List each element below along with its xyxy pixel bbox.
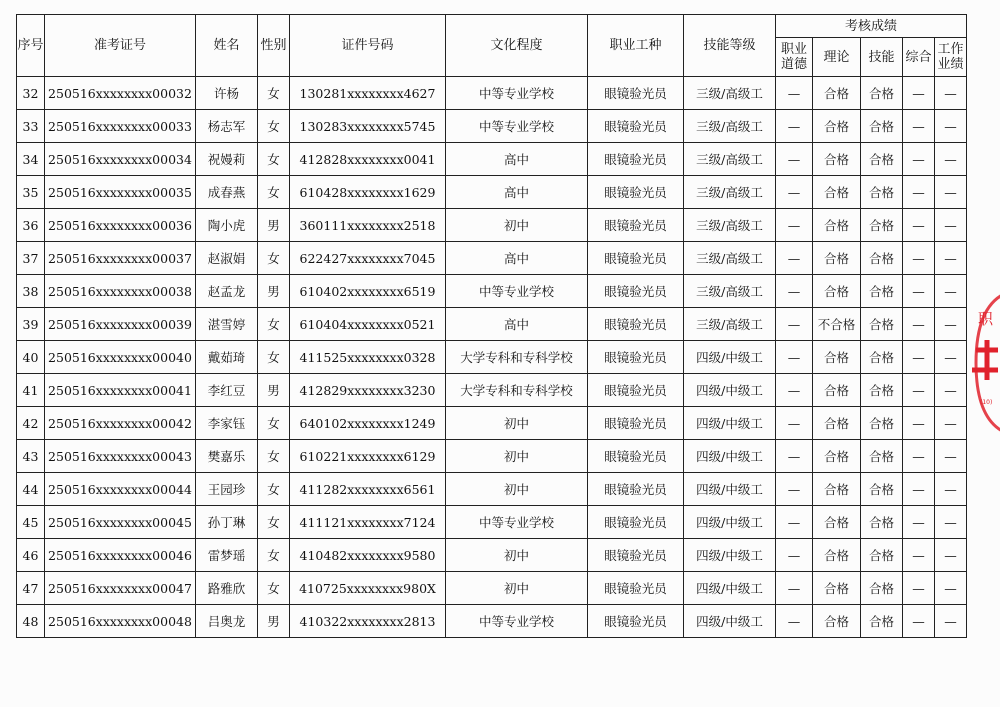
- cell-work-performance: —: [935, 341, 967, 374]
- cell-ethics: —: [776, 308, 813, 341]
- cell-exam-no: 250516xxxxxxxx00046: [45, 539, 196, 572]
- cell-name: 孙丁琳: [196, 506, 258, 539]
- cell-exam-no: 250516xxxxxxxx00032: [45, 77, 196, 110]
- cell-comprehensive: —: [903, 473, 935, 506]
- cell-gender: 女: [258, 77, 290, 110]
- cell-id-no: 410482xxxxxxxx9580: [290, 539, 446, 572]
- cell-exam-no: 250516xxxxxxxx00033: [45, 110, 196, 143]
- cell-id-no: 622427xxxxxxxx7045: [290, 242, 446, 275]
- header-work-performance: 工作业绩: [935, 38, 967, 77]
- header-name: 姓名: [196, 15, 258, 77]
- red-seal-stamp: [968, 288, 1000, 438]
- cell-gender: 女: [258, 110, 290, 143]
- cell-id-no: 410322xxxxxxxx2813: [290, 605, 446, 638]
- cell-skill: 合格: [861, 275, 903, 308]
- cell-seq: 44: [17, 473, 45, 506]
- header-id-no: 证件号码: [290, 15, 446, 77]
- cell-occupation: 眼镜验光员: [588, 572, 684, 605]
- cell-work-performance: —: [935, 440, 967, 473]
- cell-name: 陶小虎: [196, 209, 258, 242]
- cell-comprehensive: —: [903, 209, 935, 242]
- cell-exam-no: 250516xxxxxxxx00036: [45, 209, 196, 242]
- cell-skill: 合格: [861, 407, 903, 440]
- cell-occupation: 眼镜验光员: [588, 374, 684, 407]
- cell-id-no: 640102xxxxxxxx1249: [290, 407, 446, 440]
- cell-education: 高中: [446, 242, 588, 275]
- cell-skill: 合格: [861, 110, 903, 143]
- table-row: [17, 143, 967, 176]
- table-row: [17, 110, 967, 143]
- cell-theory: 合格: [813, 176, 861, 209]
- cell-education: 初中: [446, 209, 588, 242]
- cell-ethics: —: [776, 605, 813, 638]
- table-row: [17, 77, 967, 110]
- cell-name: 成春燕: [196, 176, 258, 209]
- cell-occupation: 眼镜验光员: [588, 539, 684, 572]
- cell-occupation: 眼镜验光员: [588, 77, 684, 110]
- cell-skill: 合格: [861, 506, 903, 539]
- cell-id-no: 610221xxxxxxxx6129: [290, 440, 446, 473]
- cell-gender: 女: [258, 143, 290, 176]
- cell-skill: 合格: [861, 242, 903, 275]
- cell-work-performance: —: [935, 605, 967, 638]
- cell-occupation: 眼镜验光员: [588, 275, 684, 308]
- cell-work-performance: —: [935, 143, 967, 176]
- cell-id-no: 610428xxxxxxxx1629: [290, 176, 446, 209]
- cell-seq: 35: [17, 176, 45, 209]
- cell-education: 中等专业学校: [446, 506, 588, 539]
- cell-occupation: 眼镜验光员: [588, 506, 684, 539]
- cell-occupation: 眼镜验光员: [588, 407, 684, 440]
- table-row: [17, 308, 967, 341]
- cell-name: 杨志军: [196, 110, 258, 143]
- cell-skill-level: 四级/中级工: [684, 440, 776, 473]
- cell-seq: 43: [17, 440, 45, 473]
- cell-gender: 男: [258, 209, 290, 242]
- cell-occupation: 眼镜验光员: [588, 143, 684, 176]
- cell-skill-level: 三级/高级工: [684, 143, 776, 176]
- cell-seq: 38: [17, 275, 45, 308]
- cell-theory: 合格: [813, 275, 861, 308]
- cell-skill-level: 四级/中级工: [684, 341, 776, 374]
- cell-comprehensive: —: [903, 143, 935, 176]
- cell-exam-no: 250516xxxxxxxx00047: [45, 572, 196, 605]
- cell-name: 许杨: [196, 77, 258, 110]
- cell-comprehensive: —: [903, 506, 935, 539]
- table-row: [17, 572, 967, 605]
- cell-comprehensive: —: [903, 308, 935, 341]
- cell-skill-level: 三级/高级工: [684, 275, 776, 308]
- cell-education: 初中: [446, 572, 588, 605]
- cell-gender: 女: [258, 440, 290, 473]
- cell-theory: 合格: [813, 572, 861, 605]
- cell-exam-no: 250516xxxxxxxx00035: [45, 176, 196, 209]
- cell-theory: 合格: [813, 110, 861, 143]
- cell-exam-no: 250516xxxxxxxx00034: [45, 143, 196, 176]
- cell-education: 初中: [446, 440, 588, 473]
- cell-occupation: 眼镜验光员: [588, 440, 684, 473]
- header-theory: 理论: [813, 38, 861, 77]
- cell-skill: 合格: [861, 473, 903, 506]
- header-exam-no: 准考证号: [45, 15, 196, 77]
- cell-theory: 合格: [813, 341, 861, 374]
- cell-occupation: 眼镜验光员: [588, 473, 684, 506]
- table-row: [17, 176, 967, 209]
- cell-skill: 合格: [861, 209, 903, 242]
- score-table: [16, 14, 967, 638]
- cell-education: 高中: [446, 308, 588, 341]
- cell-name: 吕奥龙: [196, 605, 258, 638]
- cell-name: 湛雪婷: [196, 308, 258, 341]
- cell-seq: 37: [17, 242, 45, 275]
- cell-ethics: —: [776, 572, 813, 605]
- cell-name: 雷梦瑶: [196, 539, 258, 572]
- cell-skill-level: 三级/高级工: [684, 176, 776, 209]
- cell-gender: 女: [258, 539, 290, 572]
- cell-work-performance: —: [935, 77, 967, 110]
- cell-comprehensive: —: [903, 242, 935, 275]
- cell-skill: 合格: [861, 572, 903, 605]
- cell-skill-level: 四级/中级工: [684, 539, 776, 572]
- cell-ethics: —: [776, 341, 813, 374]
- cell-skill-level: 三级/高级工: [684, 308, 776, 341]
- cell-occupation: 眼镜验光员: [588, 110, 684, 143]
- header-skill-level: 技能等级: [684, 15, 776, 77]
- cell-name: 李红豆: [196, 374, 258, 407]
- cell-comprehensive: —: [903, 407, 935, 440]
- header-skill: 技能: [861, 38, 903, 77]
- cell-seq: 36: [17, 209, 45, 242]
- cell-theory: 合格: [813, 374, 861, 407]
- cell-comprehensive: —: [903, 110, 935, 143]
- table-row: [17, 374, 967, 407]
- header-ethics: 职业道德: [776, 38, 813, 77]
- table-row: [17, 275, 967, 308]
- cell-theory: 合格: [813, 506, 861, 539]
- cell-work-performance: —: [935, 473, 967, 506]
- cell-gender: 女: [258, 473, 290, 506]
- cell-seq: 45: [17, 506, 45, 539]
- cell-ethics: —: [776, 440, 813, 473]
- cell-seq: 47: [17, 572, 45, 605]
- cell-work-performance: —: [935, 572, 967, 605]
- cell-seq: 33: [17, 110, 45, 143]
- cell-education: 大学专科和专科学校: [446, 341, 588, 374]
- cell-seq: 46: [17, 539, 45, 572]
- cell-theory: 合格: [813, 539, 861, 572]
- cell-comprehensive: —: [903, 341, 935, 374]
- cell-occupation: 眼镜验光员: [588, 605, 684, 638]
- cell-exam-no: 250516xxxxxxxx00048: [45, 605, 196, 638]
- cell-id-no: 411282xxxxxxxx6561: [290, 473, 446, 506]
- cell-comprehensive: —: [903, 440, 935, 473]
- cell-skill: 合格: [861, 308, 903, 341]
- cell-seq: 39: [17, 308, 45, 341]
- cell-skill-level: 三级/高级工: [684, 242, 776, 275]
- cell-comprehensive: —: [903, 572, 935, 605]
- table-row: [17, 506, 967, 539]
- cell-comprehensive: —: [903, 77, 935, 110]
- cell-skill-level: 三级/高级工: [684, 110, 776, 143]
- cell-ethics: —: [776, 242, 813, 275]
- cell-ethics: —: [776, 143, 813, 176]
- cell-occupation: 眼镜验光员: [588, 176, 684, 209]
- cell-work-performance: —: [935, 275, 967, 308]
- cell-education: 中等专业学校: [446, 110, 588, 143]
- cell-work-performance: —: [935, 539, 967, 572]
- cell-id-no: 411525xxxxxxxx0328: [290, 341, 446, 374]
- table-row: [17, 341, 967, 374]
- cell-id-no: 410725xxxxxxxx980X: [290, 572, 446, 605]
- cell-ethics: —: [776, 176, 813, 209]
- cell-theory: 合格: [813, 473, 861, 506]
- header-occupation: 职业工种: [588, 15, 684, 77]
- cell-gender: 男: [258, 605, 290, 638]
- cell-skill: 合格: [861, 605, 903, 638]
- cell-name: 李家钰: [196, 407, 258, 440]
- cell-name: 王园珍: [196, 473, 258, 506]
- cell-skill-level: 三级/高级工: [684, 209, 776, 242]
- cell-education: 初中: [446, 539, 588, 572]
- cell-name: 赵孟龙: [196, 275, 258, 308]
- cell-name: 路雅欣: [196, 572, 258, 605]
- header-seq: 序号: [17, 15, 45, 77]
- cell-exam-no: 250516xxxxxxxx00041: [45, 374, 196, 407]
- table-row: [17, 539, 967, 572]
- cell-skill-level: 四级/中级工: [684, 605, 776, 638]
- cell-exam-no: 250516xxxxxxxx00037: [45, 242, 196, 275]
- cell-gender: 女: [258, 407, 290, 440]
- cell-ethics: —: [776, 407, 813, 440]
- cell-exam-no: 250516xxxxxxxx00042: [45, 407, 196, 440]
- table-row: [17, 242, 967, 275]
- cell-ethics: —: [776, 275, 813, 308]
- header-gender: 性别: [258, 15, 290, 77]
- cell-exam-no: 250516xxxxxxxx00040: [45, 341, 196, 374]
- cell-skill: 合格: [861, 77, 903, 110]
- table-row: [17, 473, 967, 506]
- cell-gender: 男: [258, 275, 290, 308]
- cell-comprehensive: —: [903, 275, 935, 308]
- cell-work-performance: —: [935, 374, 967, 407]
- cell-gender: 女: [258, 341, 290, 374]
- cell-exam-no: 250516xxxxxxxx00044: [45, 473, 196, 506]
- cell-ethics: —: [776, 473, 813, 506]
- cell-education: 中等专业学校: [446, 77, 588, 110]
- cell-seq: 42: [17, 407, 45, 440]
- cell-comprehensive: —: [903, 374, 935, 407]
- table-row: [17, 407, 967, 440]
- cell-occupation: 眼镜验光员: [588, 341, 684, 374]
- cell-skill: 合格: [861, 440, 903, 473]
- cell-work-performance: —: [935, 110, 967, 143]
- cell-id-no: 412828xxxxxxxx0041: [290, 143, 446, 176]
- cell-id-no: 130283xxxxxxxx5745: [290, 110, 446, 143]
- cell-ethics: —: [776, 506, 813, 539]
- cell-seq: 41: [17, 374, 45, 407]
- cell-name: 戴茹琦: [196, 341, 258, 374]
- cell-id-no: 610402xxxxxxxx6519: [290, 275, 446, 308]
- cell-skill: 合格: [861, 143, 903, 176]
- cell-gender: 女: [258, 242, 290, 275]
- cell-ethics: —: [776, 374, 813, 407]
- cell-work-performance: —: [935, 506, 967, 539]
- cell-skill-level: 四级/中级工: [684, 572, 776, 605]
- cell-skill-level: 三级/高级工: [684, 77, 776, 110]
- cell-education: 中等专业学校: [446, 605, 588, 638]
- cell-theory: 合格: [813, 407, 861, 440]
- cell-exam-no: 250516xxxxxxxx00039: [45, 308, 196, 341]
- cell-theory: 不合格: [813, 308, 861, 341]
- cell-education: 高中: [446, 143, 588, 176]
- cell-theory: 合格: [813, 605, 861, 638]
- svg-text:(10): (10): [980, 399, 993, 406]
- cell-exam-no: 250516xxxxxxxx00043: [45, 440, 196, 473]
- cell-theory: 合格: [813, 143, 861, 176]
- cell-education: 初中: [446, 473, 588, 506]
- cell-occupation: 眼镜验光员: [588, 242, 684, 275]
- header-score-group: 考核成绩: [776, 15, 967, 38]
- cell-seq: 32: [17, 77, 45, 110]
- cell-comprehensive: —: [903, 176, 935, 209]
- cell-comprehensive: —: [903, 605, 935, 638]
- cell-ethics: —: [776, 77, 813, 110]
- cell-id-no: 411121xxxxxxxx7124: [290, 506, 446, 539]
- cell-name: 樊嘉乐: [196, 440, 258, 473]
- table-row: [17, 209, 967, 242]
- header-comprehensive: 综合: [903, 38, 935, 77]
- cell-gender: 男: [258, 374, 290, 407]
- cell-skill: 合格: [861, 539, 903, 572]
- cell-gender: 女: [258, 572, 290, 605]
- table-row: [17, 440, 967, 473]
- cell-exam-no: 250516xxxxxxxx00045: [45, 506, 196, 539]
- cell-ethics: —: [776, 539, 813, 572]
- stamp-text: 职: [978, 310, 994, 328]
- cell-name: 赵淑娟: [196, 242, 258, 275]
- header-education: 文化程度: [446, 15, 588, 77]
- cell-occupation: 眼镜验光员: [588, 308, 684, 341]
- cell-work-performance: —: [935, 407, 967, 440]
- cell-seq: 34: [17, 143, 45, 176]
- cell-skill-level: 四级/中级工: [684, 506, 776, 539]
- cell-occupation: 眼镜验光员: [588, 209, 684, 242]
- cell-work-performance: —: [935, 176, 967, 209]
- cell-seq: 40: [17, 341, 45, 374]
- cell-work-performance: —: [935, 308, 967, 341]
- cell-skill: 合格: [861, 176, 903, 209]
- cell-theory: 合格: [813, 440, 861, 473]
- cell-id-no: 610404xxxxxxxx0521: [290, 308, 446, 341]
- table-row: [17, 605, 967, 638]
- cell-name: 祝嫚莉: [196, 143, 258, 176]
- cell-gender: 女: [258, 506, 290, 539]
- cell-work-performance: —: [935, 209, 967, 242]
- cell-exam-no: 250516xxxxxxxx00038: [45, 275, 196, 308]
- cell-ethics: —: [776, 110, 813, 143]
- cell-education: 初中: [446, 407, 588, 440]
- cell-skill-level: 四级/中级工: [684, 407, 776, 440]
- cell-seq: 48: [17, 605, 45, 638]
- cell-skill: 合格: [861, 374, 903, 407]
- cell-education: 中等专业学校: [446, 275, 588, 308]
- cell-ethics: —: [776, 209, 813, 242]
- cell-skill-level: 四级/中级工: [684, 374, 776, 407]
- cell-education: 大学专科和专科学校: [446, 374, 588, 407]
- cell-theory: 合格: [813, 242, 861, 275]
- cell-id-no: 360111xxxxxxxx2518: [290, 209, 446, 242]
- cell-comprehensive: —: [903, 539, 935, 572]
- cell-id-no: 130281xxxxxxxx4627: [290, 77, 446, 110]
- cell-skill: 合格: [861, 341, 903, 374]
- cell-id-no: 412829xxxxxxxx3230: [290, 374, 446, 407]
- cell-work-performance: —: [935, 242, 967, 275]
- cell-theory: 合格: [813, 77, 861, 110]
- cell-theory: 合格: [813, 209, 861, 242]
- cell-education: 高中: [446, 176, 588, 209]
- cell-gender: 女: [258, 176, 290, 209]
- cell-skill-level: 四级/中级工: [684, 473, 776, 506]
- table-body: [17, 77, 967, 638]
- cell-gender: 女: [258, 308, 290, 341]
